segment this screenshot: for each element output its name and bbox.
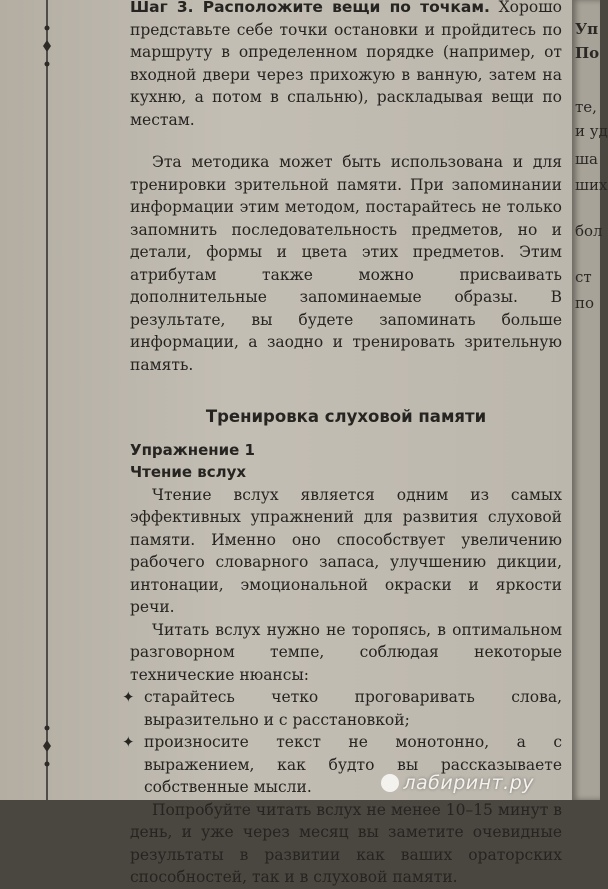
adjacent-fragment: ша <box>575 150 598 168</box>
paragraph-3: Попробуйте читать вслух не менее 10–15 минут в день, и уже через месяц вы заметите очевидные результаты в развитии как ваших ораторских способностей, так и в слуховой памяти. <box>130 800 562 886</box>
watermark <box>381 772 534 794</box>
section-title: Тренировка слуховой памяти <box>205 407 487 426</box>
adjacent-fragment: Уп <box>575 20 599 38</box>
spacer <box>130 131 562 151</box>
watermark-text: лабиринт.ру <box>403 772 534 794</box>
bullet-star-icon: ✦ <box>122 733 135 751</box>
bullet-text: старайтесь четко проговаривать слова, выразительно и с расстановкой; <box>144 688 562 729</box>
adjacent-fragment: по <box>575 294 595 312</box>
adjacent-fragment: бол <box>575 222 603 240</box>
bullet-item <box>122 686 562 731</box>
exercise-name: Чтение вслух <box>130 463 247 481</box>
step3-paragraph <box>130 0 562 131</box>
adjacent-fragment: ших <box>575 176 608 194</box>
paragraph-2: Читать вслух нужно не торопясь, в оптимальном разговорном темпе, соблюдая некоторые технические нюансы: <box>130 620 562 684</box>
adjacent-fragment: и уд <box>575 122 608 140</box>
visual-memory-paragraph: Эта методика может быть использована и для тренировки зрительной памяти. При запоминании информации этим методом, постарайтесь не только запомнить последовательность предметов, но и детали, формы и цвета этих предметов. Этим атрибутам также можно присваивать дополнительные запоминаемые образы. В результате, вы будете запоминать больше информации, а заодно и тренировать зрительную память. <box>130 153 562 374</box>
adjacent-fragment: По <box>575 44 600 62</box>
exercise-label: Упражнение 1 <box>130 440 255 459</box>
adjacent-fragment: ст <box>575 268 592 286</box>
bullet-text: произносите текст не монотонно, а с выражением, как будто вы рассказываете собственные мысли. <box>144 733 562 796</box>
adjacent-fragment: те, <box>575 98 597 116</box>
adjacent-page-edge <box>572 0 608 800</box>
labirint-logo-icon <box>381 774 399 792</box>
bullet-star-icon: ✦ <box>122 688 135 706</box>
paragraph-1: Чтение вслух является одним из самых эффективных упражнений для развития слуховой памяти. Именно оно способствует увеличению рабочего словарного запаса, улучшению дикции, интонации, эмоциональной окраски и яркости речи. <box>130 485 562 616</box>
step3-text: Хорошо представьте себе точки остановки и пройдитесь по маршруту в определенном порядке (например, от входной двери через прихожую в ванную, затем на кухню, а потом в спальню), раскладывая вещи по местам. <box>130 0 562 129</box>
ornamental-border <box>40 0 54 800</box>
step3-lead: Шаг 3. Расположите вещи по точкам. <box>130 0 490 16</box>
page-text <box>122 0 562 889</box>
